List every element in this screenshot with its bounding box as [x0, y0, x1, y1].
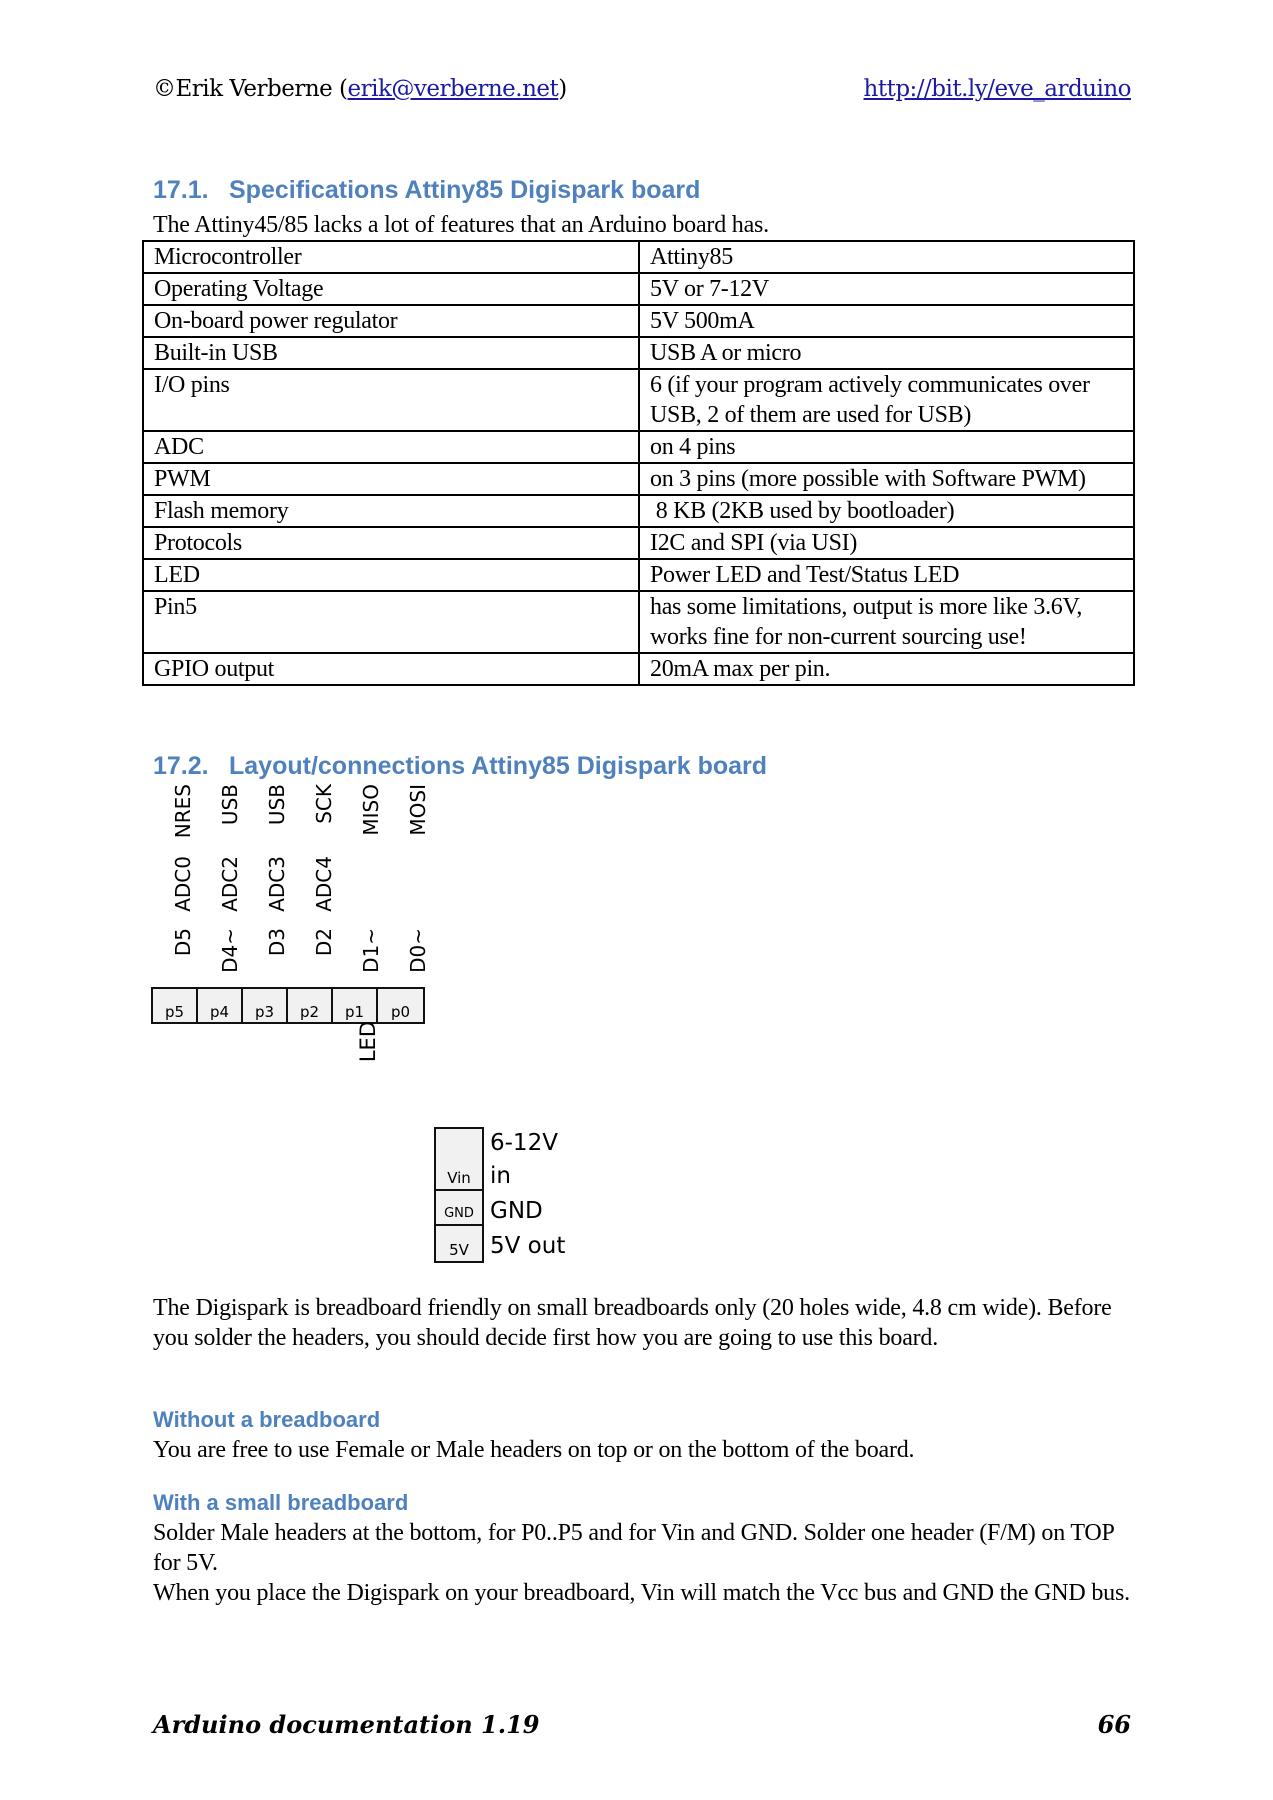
spec-key: Protocols [143, 527, 639, 559]
pin-p1: p1 [333, 989, 378, 1022]
spec-value: Power LED and Test/Status LED [639, 559, 1134, 591]
without-breadboard-text: You are free to use Female or Male headers on top or on the bottom of the board. [153, 1437, 915, 1463]
pin-header-row [151, 987, 425, 1024]
vin-desc-line2: in [490, 1163, 511, 1189]
spec-value: has some limitations, output is more like 3.6V, works fine for non-current sourcing use! [639, 591, 1134, 653]
pin-analog-label: ADC3 [265, 856, 289, 912]
spec-value: on 4 pins [639, 431, 1134, 463]
pin-func-label: NRES [171, 784, 195, 839]
spec-value: 5V 500mA [639, 305, 1134, 337]
pin-digital-label: D1~ [359, 928, 383, 973]
vin-desc-line1: 6-12V [490, 1130, 558, 1156]
power-pin-5v: 5V [436, 1226, 482, 1261]
spec-key: Flash memory [143, 495, 639, 527]
pin-func-label: USB [218, 784, 242, 826]
spec-key: On-board power regulator [143, 305, 639, 337]
pin-analog-label: ADC0 [171, 856, 195, 912]
table-row [143, 431, 1134, 463]
breadboard-paragraph: The Digispark is breadboard friendly on small breadboards only (20 holes wide, 4.8 cm wide). Before you solder the headers, you should decide first how you are going to use this board. [153, 1295, 1112, 1351]
section-number: 17.2. [153, 752, 209, 780]
pin-digital-label: D3 [265, 928, 289, 957]
pin-digital-label: D2 [312, 928, 336, 957]
power-pin-gnd: GND [436, 1191, 482, 1226]
spec-key: Built-in USB [143, 337, 639, 369]
spec-value: Attiny85 [639, 241, 1134, 273]
5v-desc: 5V out [490, 1233, 566, 1259]
pin-func-label: SCK [312, 784, 336, 824]
power-pin-vin: Vin [436, 1129, 482, 1191]
pin-digital-label: D4~ [218, 928, 242, 973]
spec-key: ADC [143, 431, 639, 463]
footer-title: Arduino documentation 1.19 [153, 1710, 540, 1739]
pin-p2: p2 [288, 989, 333, 1022]
spec-value: 8 KB (2KB used by bootloader) [639, 495, 1134, 527]
table-row [143, 369, 1134, 431]
spec-value: I2C and SPI (via USI) [639, 527, 1134, 559]
copyright-text: ©Erik Verberne ( [153, 76, 348, 102]
pin-digital-label: D5 [171, 928, 195, 957]
specifications-table [142, 240, 1135, 686]
page-header-right [864, 76, 1131, 102]
table-row [143, 241, 1134, 273]
table-row [143, 337, 1134, 369]
pin-p4: p4 [198, 989, 243, 1022]
spec-value: on 3 pins (more possible with Software PWM) [639, 463, 1134, 495]
url-link[interactable]: http://bit.ly/eve_arduino [863, 76, 1131, 102]
section-title: Specifications Attiny85 Digispark board [229, 176, 701, 204]
spec-key: Pin5 [143, 591, 639, 653]
spec-key: I/O pins [143, 369, 639, 431]
spec-value: USB A or micro [639, 337, 1134, 369]
gnd-desc: GND [490, 1198, 543, 1224]
pin-p5: p5 [153, 989, 198, 1022]
section-heading-specifications [153, 176, 700, 205]
specifications-intro: The Attiny45/85 lacks a lot of features that an Arduino board has. [153, 212, 769, 238]
page-header-left [153, 76, 567, 102]
copyright-suffix: ) [558, 76, 567, 102]
pin-p0: p0 [378, 989, 423, 1022]
pin-p3: p3 [243, 989, 288, 1022]
pin-digital-label: D0~ [406, 928, 430, 973]
with-breadboard-text-1: Solder Male headers at the bottom, for P0..P5 and for Vin and GND. Solder one header (F/M) on TOP for 5V. [153, 1520, 1114, 1576]
section-heading-layout [153, 752, 767, 781]
pin-analog-label: ADC4 [312, 856, 336, 912]
email-link[interactable]: erik@verberne.net [347, 76, 559, 102]
pin-func-label: MOSI [406, 784, 430, 836]
spec-key: LED [143, 559, 639, 591]
spec-value: 5V or 7-12V [639, 273, 1134, 305]
spec-value: 20mA max per pin. [639, 653, 1134, 685]
pin-func-label: MISO [359, 784, 383, 836]
section-title: Layout/connections Attiny85 Digispark board [229, 752, 768, 780]
section-number: 17.1. [153, 176, 209, 204]
led-label: LED [356, 1021, 380, 1063]
spec-key: Operating Voltage [143, 273, 639, 305]
spec-key: GPIO output [143, 653, 639, 685]
with-breadboard-text-2: When you place the Digispark on your breadboard, Vin will match the Vcc bus and GND the GND bus. [153, 1580, 1130, 1606]
page-number: 66 [1097, 1710, 1131, 1739]
spec-key: PWM [143, 463, 639, 495]
subheading-with-small-breadboard: With a small breadboard [153, 1490, 409, 1515]
table-row [143, 463, 1134, 495]
table-row [143, 591, 1134, 653]
spec-key: Microcontroller [143, 241, 639, 273]
spec-value: 6 (if your program actively communicates over USB, 2 of them are used for USB) [639, 369, 1134, 431]
table-row [143, 305, 1134, 337]
subheading-without-breadboard: Without a breadboard [153, 1407, 381, 1432]
table-row [143, 527, 1134, 559]
pin-analog-label: ADC2 [218, 856, 242, 912]
table-row [143, 653, 1134, 685]
table-row [143, 273, 1134, 305]
pin-func-label: USB [265, 784, 289, 826]
table-row [143, 559, 1134, 591]
table-row [143, 495, 1134, 527]
power-pin-block [434, 1127, 484, 1263]
